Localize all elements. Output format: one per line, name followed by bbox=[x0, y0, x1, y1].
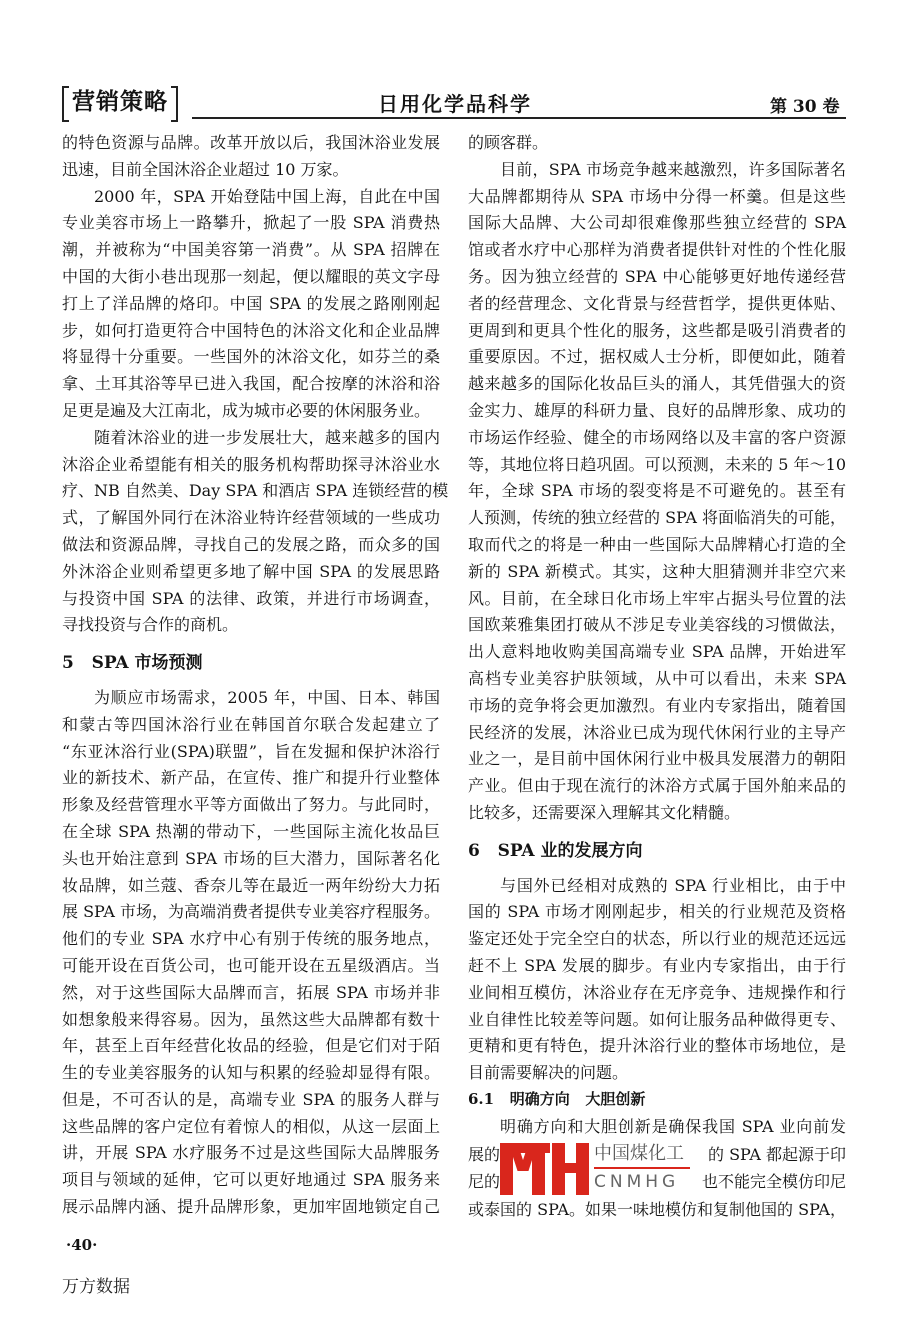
text-line: 然，对于这些国际大品牌而言，拓展 SPA 市场并非 bbox=[62, 982, 440, 1002]
text-fragment: 的 SPA 都起源于印 bbox=[708, 1144, 846, 1164]
text-line: 更精和更有特色，提升沐浴行业的整体市场地位，是 bbox=[468, 1036, 846, 1056]
text-line: 等，其地位将日趋巩固。可以预测，未来的 5 年～10 bbox=[468, 454, 846, 474]
text-line: 风。目前，在全球日化市场上牢牢占据头号位置的法 bbox=[468, 588, 846, 608]
text-fragment: 展的 bbox=[468, 1144, 501, 1164]
paragraph bbox=[62, 685, 440, 1221]
subsection-heading: 6.1 明确方向 大胆创新 bbox=[468, 1089, 646, 1108]
text-line: 打上了洋品牌的烙印。中国 SPA 的发展之路刚刚起 bbox=[62, 293, 440, 313]
text-line: 民经济的发展，沐浴业已成为现代休闲行业的主导产 bbox=[468, 722, 846, 742]
text-line: 国欧莱雅集团打破从不涉足专业美容线的习惯做法， bbox=[468, 615, 846, 635]
text-line: 务。因为独立经营的 SPA 中心能够更好地传递经营 bbox=[468, 266, 846, 286]
text-fragment: 尼的 bbox=[468, 1172, 501, 1192]
text-line: 业之一，是目前中国休闲行业中极具发展潜力的朝阳 bbox=[468, 749, 846, 769]
text-line: 生的专业美容服务的认知与积累的经验却显得有限。 bbox=[62, 1063, 440, 1083]
text-line: 寻找投资与合作的商机。 bbox=[62, 615, 239, 635]
paragraph bbox=[468, 130, 846, 157]
text-line: 的顾客群。 bbox=[468, 133, 549, 152]
text-line: 的特色资源与品牌。改革开放以后，我国沐浴业发展 bbox=[62, 133, 440, 152]
text-line: 拿、土耳其浴等早已进入我国，配合按摩的沐浴和浴 bbox=[62, 374, 440, 394]
text-line: 这些品牌的客户定位有着惊人的相似，从这一层面上 bbox=[62, 1116, 440, 1136]
text-line: 如想象般来得容易。因为，虽然这些大品牌都有数十 bbox=[62, 1009, 440, 1029]
text-line: 形象及经营管理水平等方面做出了努力。与此同时， bbox=[62, 795, 440, 815]
section-heading: 5 SPA 市场预测 bbox=[62, 653, 203, 674]
source-watermark: 万方数据 bbox=[62, 1277, 130, 1297]
text-line: 年，甚至上百年经营化妆品的经验，但是它们对于陌 bbox=[62, 1036, 440, 1056]
text-line: 疗、NB 自然美、Day SPA 和酒店 SPA 连锁经营的模 bbox=[62, 481, 449, 501]
text-line: 在全球 SPA 热潮的带动下，一些国际主流化妆品巨 bbox=[62, 821, 440, 841]
text-line: 者的经营理念、文化背景与经营哲学，提供更体贴、 bbox=[468, 293, 846, 313]
text-line: 比较多，还需要深入理解其文化精髓。 bbox=[468, 802, 741, 822]
text-line: 取而代之的将是一种由一些国际大品牌精心打造的全 bbox=[468, 534, 846, 554]
text-line: 沐浴企业希望能有相关的服务机构帮助探寻沐浴业水 bbox=[62, 454, 440, 474]
text-line: 金实力、雄厚的科研力量、良好的品牌形象、成功的 bbox=[468, 400, 846, 420]
text-line: 目前需要解决的问题。 bbox=[468, 1063, 629, 1083]
text-line: 重要原因。不过，据权威人士分析，即便如此，随着 bbox=[468, 347, 846, 367]
text-line: 专业美容市场上一路攀升，掀起了一股 SPA 消费热 bbox=[62, 213, 440, 233]
paragraph bbox=[62, 184, 440, 425]
text-line: 迅速，目前全国沐浴企业超过 10 万家。 bbox=[62, 159, 349, 179]
paragraph bbox=[62, 425, 449, 639]
paragraph bbox=[468, 873, 846, 1087]
text-line: 讲，开展 SPA 水疗服务不过是这些国际大品牌服务 bbox=[62, 1143, 440, 1163]
text-line: 展示品牌内涵、提升品牌形象，更加牢固地锁定自己 bbox=[62, 1197, 440, 1217]
text-line: 赶不上 SPA 发展的脚步。有业内专家指出，由于行 bbox=[468, 955, 846, 975]
volume-label: 第 30 卷 bbox=[770, 97, 840, 117]
section-heading: 6 SPA 业的发展方向 bbox=[468, 840, 643, 861]
text-line: 项目与领域的延伸，它可以更好地通过 SPA 服务来 bbox=[62, 1170, 440, 1190]
text-line: 足更是遍及大江南北，成为城市必要的休闲服务业。 bbox=[62, 400, 431, 420]
text-line: 将显得十分重要。一些国外的沐浴文化，如芬兰的桑 bbox=[62, 347, 440, 367]
text-line: 国的 SPA 市场才刚刚起步，相关的行业规范及资格 bbox=[468, 902, 846, 922]
text-line: 新的 SPA 新模式。其实，这种大胆猜测并非空穴来 bbox=[468, 561, 846, 581]
text-line: 鉴定还处于完全空白的状态，所以行业的规范还远远 bbox=[468, 929, 846, 949]
text-line: 步，如何打造更符合中国特色的沐浴文化和企业品牌 bbox=[62, 320, 440, 340]
text-line: 业间相互模仿，沐浴业存在无序竞争、违规操作和行 bbox=[468, 982, 846, 1002]
journal-title: 日用化学品科学 bbox=[378, 92, 532, 116]
text-line: 展 SPA 市场，为高端消费者提供专业美容疗程服务。 bbox=[62, 902, 440, 922]
left-column bbox=[62, 130, 449, 1221]
text-line: “东亚沐浴行业(SPA)联盟”，旨在发掘和保护沐浴行 bbox=[62, 741, 440, 761]
text-line: 人预测，传统的独立经营的 SPA 将面临消失的可能， bbox=[468, 508, 846, 528]
text-line: 他们的专业 SPA 水疗中心有别于传统的服务地点， bbox=[62, 929, 440, 949]
text-fragment: 也不能完全模仿印尼 bbox=[701, 1172, 846, 1192]
text-line: 更周到和更具个性化的服务，这些都是吸引消费者的 bbox=[468, 320, 846, 340]
text-line: 可能开设在百货公司，也可能开设在五星级酒店。当 bbox=[62, 955, 440, 975]
text-line: 潮，并被称为“中国美容第一消费”。从 SPA 招牌在 bbox=[62, 240, 440, 260]
text-line: 产业。但由于现在流行的沐浴方式属于国外舶来品的 bbox=[468, 776, 846, 796]
text-line: 与国外已经相对成熟的 SPA 行业相比，由于中 bbox=[500, 875, 846, 895]
text-line: 国际大品牌、大公司却很难像那些独立经营的 SPA bbox=[468, 213, 846, 233]
text-line: 妆品牌，如兰蔻、香奈儿等在最近一两年纷纷大力拓 bbox=[62, 875, 440, 895]
text-line: 与投资中国 SPA 的法律、政策，并进行市场调查， bbox=[62, 588, 440, 608]
text-line: 高档专业美容护肤领域，从中可以看出，未来 SPA bbox=[468, 668, 846, 688]
text-line: 外沐浴企业则希望更多地了解中国 SPA 的发展思路 bbox=[62, 561, 440, 581]
paragraph bbox=[62, 130, 440, 184]
text-line: 出人意料地收购美国高端专业 SPA 品牌，开始进军 bbox=[468, 642, 846, 662]
text-line: 随着沐浴业的进一步发展壮大，越来越多的国内 bbox=[94, 427, 440, 447]
section-label: 营销策略 bbox=[62, 86, 178, 118]
text-line: 或泰国的 SPA。如果一味地模仿和复制他国的 SPA， bbox=[468, 1200, 846, 1220]
header-rule bbox=[192, 117, 846, 119]
text-line: 业自律性比较差等问题。如何让服务品种做得更专、 bbox=[468, 1009, 846, 1029]
text-line: 头也开始注意到 SPA 市场的巨大潜力，国际著名化 bbox=[62, 848, 440, 868]
text-line: 明确方向和大胆创新是确保我国 SPA 业向前发 bbox=[500, 1116, 846, 1136]
paragraph bbox=[468, 157, 846, 827]
logo-english-text: CNMHG bbox=[594, 1172, 680, 1192]
page-number: ·40· bbox=[66, 1236, 98, 1254]
text-line: 做法和资源品牌，寻找自己的发展之路，而众多的国 bbox=[62, 534, 440, 554]
text-line: 2000 年，SPA 开始登陆中国上海，自此在中国 bbox=[94, 186, 440, 206]
text-line: 越来越多的国际化妆品巨头的涌人，其凭借强大的资 bbox=[468, 374, 846, 394]
text-line: 目前，SPA 市场竞争越来越激烈，许多国际著名 bbox=[500, 159, 846, 179]
text-line: 但是，不可否认的是，高端专业 SPA 的服务人群与 bbox=[62, 1089, 440, 1109]
text-line: 中国的大街小巷出现那一刻起，便以耀眼的英文字母 bbox=[62, 266, 440, 286]
text-line: 市场运作经验、健全的市场网络以及丰富的客户资源 bbox=[468, 427, 846, 447]
logo-chinese-text: 中国煤化工 bbox=[594, 1143, 684, 1164]
cnmhg-logo bbox=[500, 1143, 696, 1195]
text-line: 和蒙古等四国沐浴行业在韩国首尔联合发起建立了 bbox=[62, 714, 440, 734]
text-line: 年，全球 SPA 市场的裂变将是不可避免的。甚至有 bbox=[468, 481, 846, 501]
text-line: 大品牌都期待从 SPA 市场中分得一杯羹。但是这些 bbox=[468, 186, 846, 206]
text-line: 市场的竞争将会更加激烈。有业内专家指出，随着国 bbox=[468, 695, 846, 715]
right-column bbox=[468, 130, 846, 1224]
text-line: 业的新技术、新产品，在宣传、推广和提升行业整体 bbox=[62, 768, 440, 788]
text-line: 馆或者水疗中心那样为消费者提供针对性的个性化服 bbox=[468, 240, 846, 260]
text-line: 为顺应市场需求，2005 年，中国、日本、韩国 bbox=[94, 687, 440, 707]
text-line: 式，了解国外同行在沐浴业特许经营领域的一些成功 bbox=[62, 508, 440, 528]
